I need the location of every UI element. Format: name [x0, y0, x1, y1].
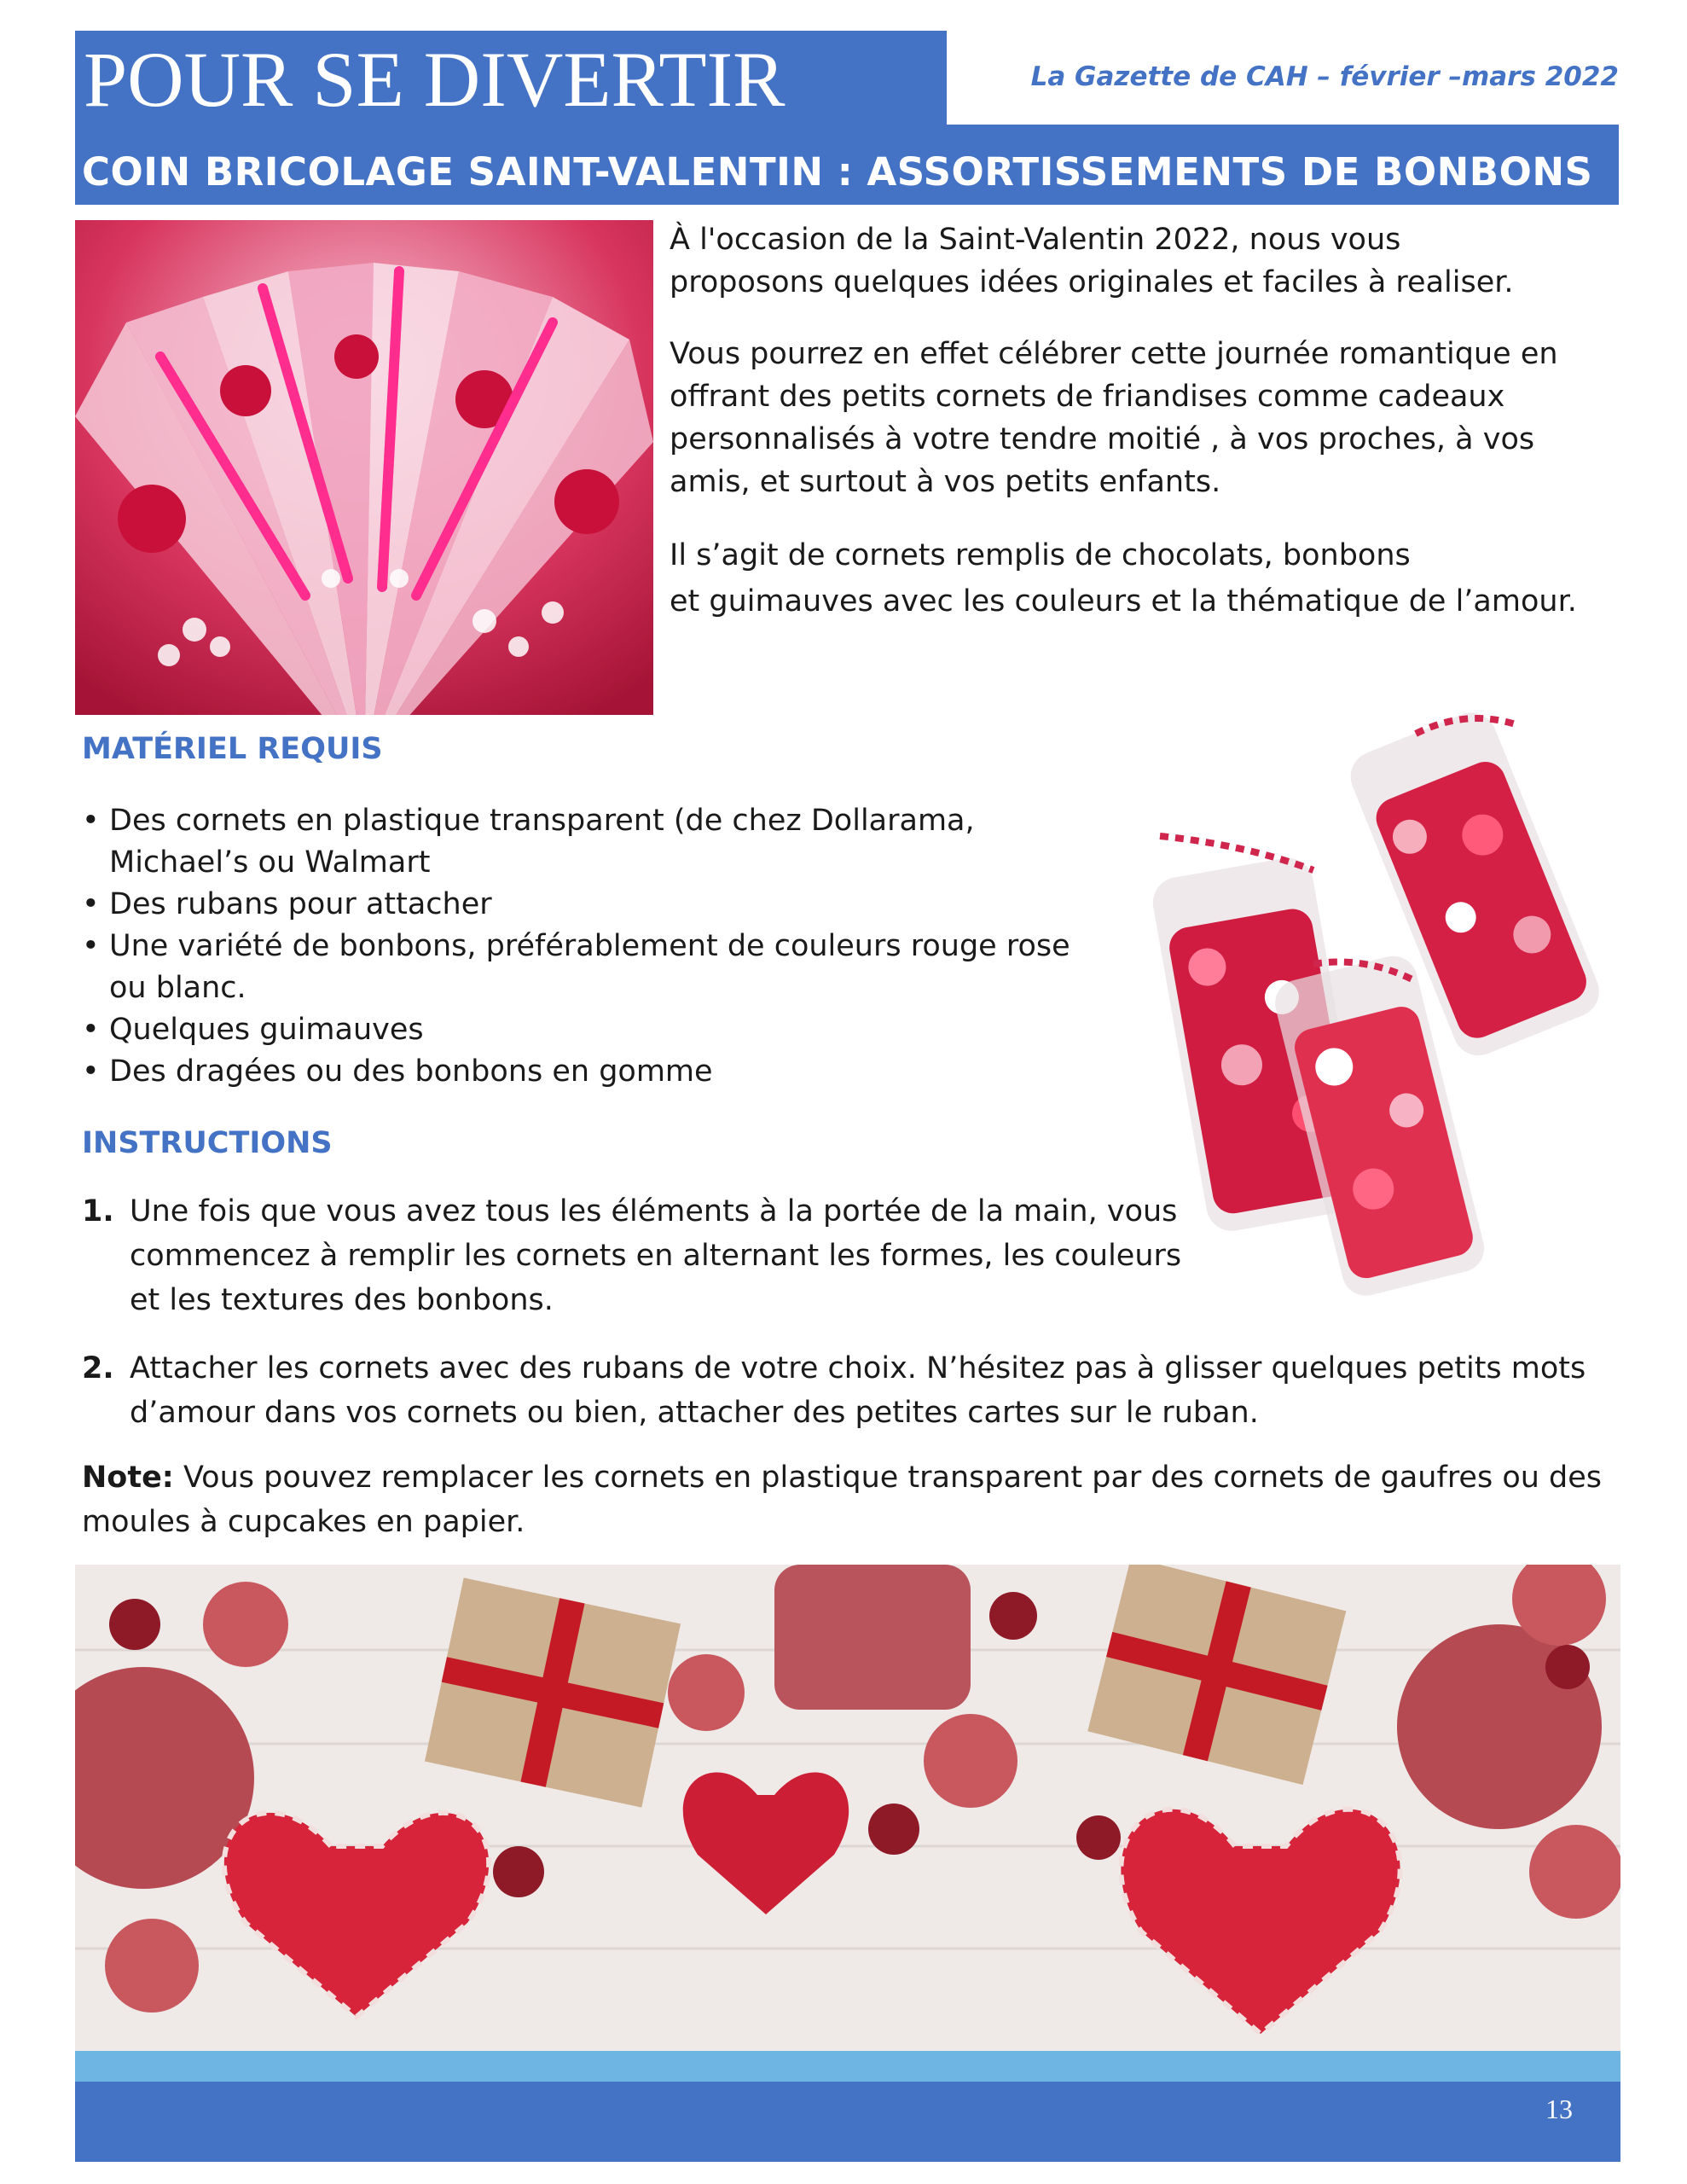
step-number: 2.	[82, 1351, 114, 1385]
list-item: • Des rubans pour attacher	[78, 884, 1102, 926]
bullet-icon: •	[82, 1013, 100, 1047]
list-item: • Des dragées ou des bonbons en gomme	[78, 1051, 1102, 1093]
section-title: POUR SE DIVERTIR	[84, 36, 786, 123]
footer-stripe	[75, 2051, 1620, 2082]
bullet-icon: •	[82, 929, 100, 963]
bullet-icon: •	[82, 887, 100, 921]
note-label: Note:	[82, 1461, 174, 1495]
instructions-list	[78, 1189, 1631, 1459]
materials-list	[78, 800, 1102, 1093]
step-text: Une fois que vous avez tous les éléments à la portée de la main, vous commencez à remplir les cornets en alternant les formes, les couleurs et les textures des bonbons.	[130, 1194, 1182, 1317]
bullet-icon: •	[82, 1054, 100, 1089]
bullet-icon: •	[82, 804, 100, 838]
materials-heading: MATÉRIEL REQUIS	[82, 732, 383, 766]
intro-paragraph-2: Vous pourrez en effet célébrer cette journée romantique en offrant des petits cornets de friandises comme cadeaux personnalisés à votre tendre moitié , à vos proches, à vos amis, et surtout à vos petits enfants.	[670, 337, 1558, 499]
page-number: 13	[1545, 2094, 1573, 2124]
list-item	[78, 1189, 1204, 1322]
intro-paragraph-1: À l'occasion de la Saint-Valentin 2022, nous vous proposons quelques idées originales et faciles à realiser.	[670, 223, 1514, 299]
article-title: COIN BRICOLAGE SAINT-VALENTIN : ASSORTISSEMENTS DE BONBONS	[82, 149, 1593, 195]
note	[82, 1455, 1617, 1544]
footer-bar	[75, 2082, 1620, 2162]
instructions-heading: INSTRUCTIONS	[82, 1126, 333, 1160]
gazette-title: La Gazette de CAH – février –mars 2022	[1030, 61, 1619, 92]
step-text: Attacher les cornets avec des rubans de votre choix. N’hésitez pas à glisser quelques petits mots d’amour dans vos cornets ou bien, attacher des petites cartes sur le ruban.	[130, 1351, 1586, 1430]
note-text: Vous pouvez remplacer les cornets en plastique transparent par des cornets de gaufres ou des moules à cupcakes en papier.	[82, 1461, 1603, 1539]
valentine-banner-photo	[75, 1565, 1620, 2051]
intro-paragraph-3-line-1: Il s’agit de cornets remplis de chocolats, bonbons	[670, 538, 1411, 572]
list-item: • Une variété de bonbons, préférablement de couleurs rouge rose ou blanc.	[78, 926, 1102, 1009]
list-item: • Quelques guimauves	[78, 1009, 1102, 1051]
intro-paragraph-3-line-2: et guimauves avec les couleurs et la thématique de l’amour.	[670, 584, 1577, 619]
list-item: • Des cornets en plastique transparent (de chez Dollarama, Michael’s ou Walmart	[78, 800, 1102, 884]
intro-text	[670, 218, 1625, 623]
step-number: 1.	[82, 1194, 114, 1228]
candy-cones-photo	[75, 220, 653, 715]
list-item	[78, 1346, 1648, 1435]
